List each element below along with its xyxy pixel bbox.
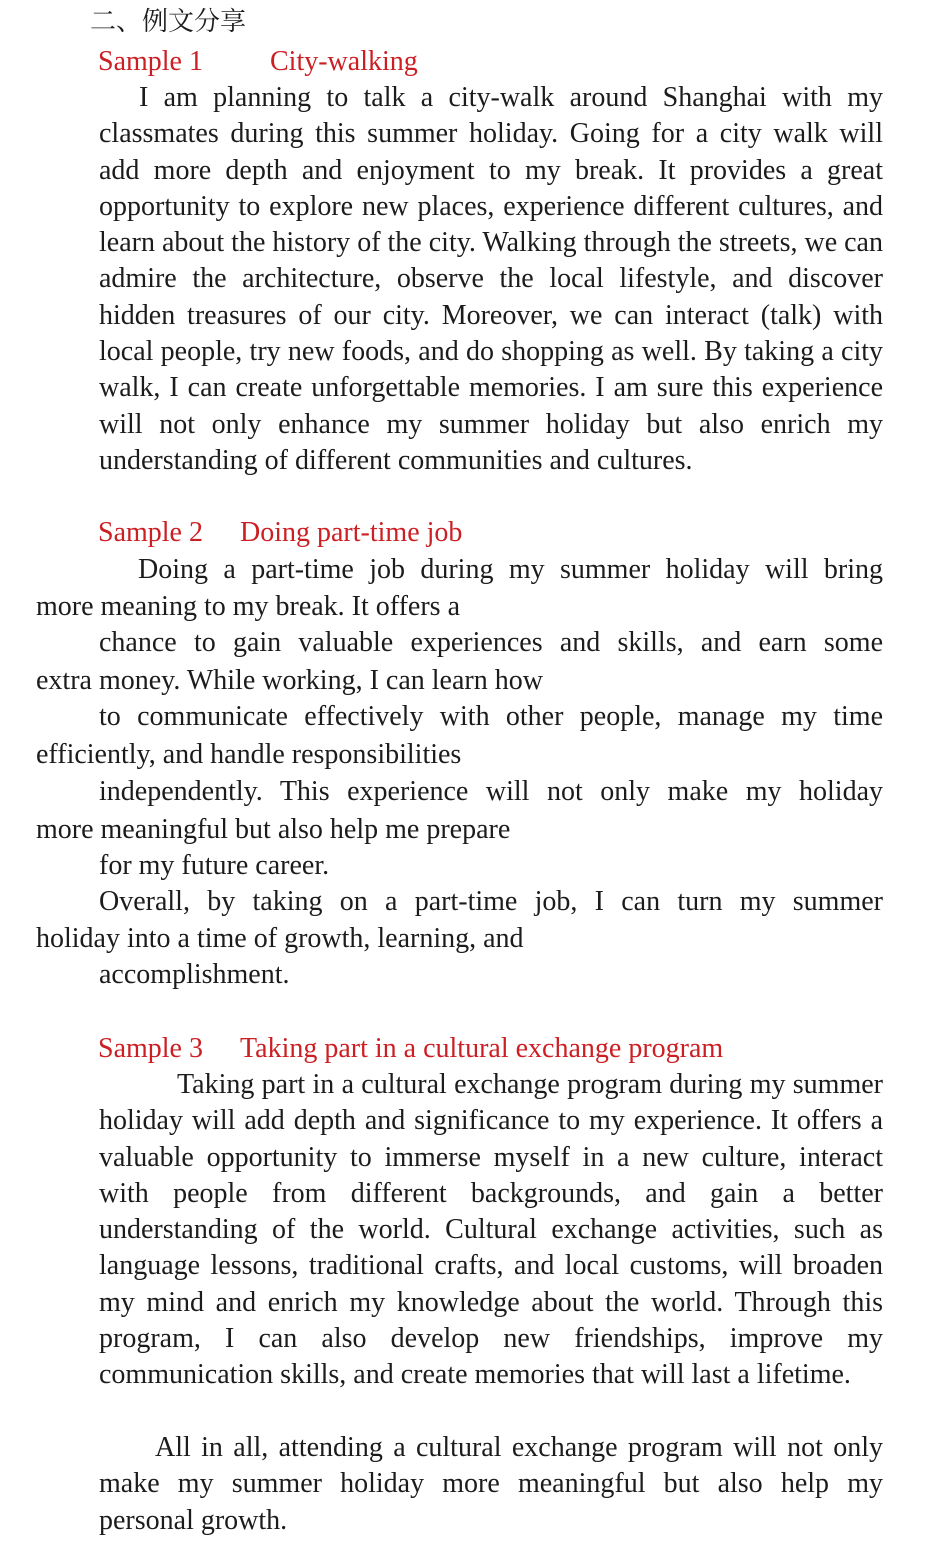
sample-2-line: accomplishment. (99, 959, 290, 990)
sample-2-heading (98, 515, 462, 551)
section-heading: 二、例文分享 (90, 7, 247, 37)
sample-2-line: holiday into a time of growth, learning, and (36, 923, 524, 954)
sample-2-line: Doing a part-time job during my summer holiday will bring (138, 554, 883, 585)
sample-1-topic: City-walking (270, 46, 418, 77)
sample-2-number: Sample 2 (98, 517, 203, 548)
sample-2-line: to communicate effectively with other people, manage my time (99, 701, 883, 732)
sample-1-heading (98, 44, 418, 80)
sample-2-line: for my future career. (99, 850, 330, 881)
sample-2-topic: Doing part-time job (240, 517, 463, 548)
sample-3-paragraph-1: Taking part in a cultural exchange program during my summer holiday will add depth and significance to my experience. It offers a valuable opportunity to immerse myself in a new culture, interact with people from different backgrounds, and gain a better understanding of the world. Cultural exchange activities, such as language lessons, traditional crafts, and local customs, will broaden my mind and enrich my knowledge about the world. Through this program, I can also develop new friendships, improve my communication skills, and create memories that will last a lifetime. (99, 1069, 883, 1391)
sample-2-line: Overall, by taking on a part-time job, I can turn my summer (99, 886, 883, 917)
sample-3-topic: Taking part in a cultural exchange program (240, 1033, 724, 1064)
sample-2-line: more meaningful but also help me prepare (36, 814, 511, 845)
sample-2-line: independently. This experience will not only make my holiday (99, 776, 883, 807)
sample-2-line: efficiently, and handle responsibilities (36, 739, 462, 770)
sample-3-number: Sample 3 (98, 1033, 203, 1064)
sample-2-line: more meaning to my break. It offers a (36, 591, 461, 622)
sample-2-line: chance to gain valuable experiences and skills, and earn some (99, 627, 883, 658)
sample-2-line: extra money. While working, I can learn how (36, 665, 543, 696)
sample-3-paragraph-2: All in all, attending a cultural exchange program will not only make my summer holiday more meaningful but also help my personal growth. (99, 1432, 883, 1536)
sample-3-heading (98, 1031, 723, 1067)
sample-1-number: Sample 1 (98, 46, 203, 77)
sample-1-paragraph: I am planning to talk a city-walk around Shanghai with my classmates during this summer holiday. Going for a city walk will add more depth and enjoyment to my break. It provides a great opportunity to explore new places, experience different cultures, and learn about the history of the city. Walking through the streets, we can admire the architecture, observe the local lifestyle, and discover hidden treasures of our city. Moreover, we can interact (talk) with local people, try new foods, and do shopping as well. By taking a city walk, I can create unforgettable memories. I am sure this experience will not only enhance my summer holiday but also enrich my understanding of different communities and cultures. (99, 82, 883, 476)
